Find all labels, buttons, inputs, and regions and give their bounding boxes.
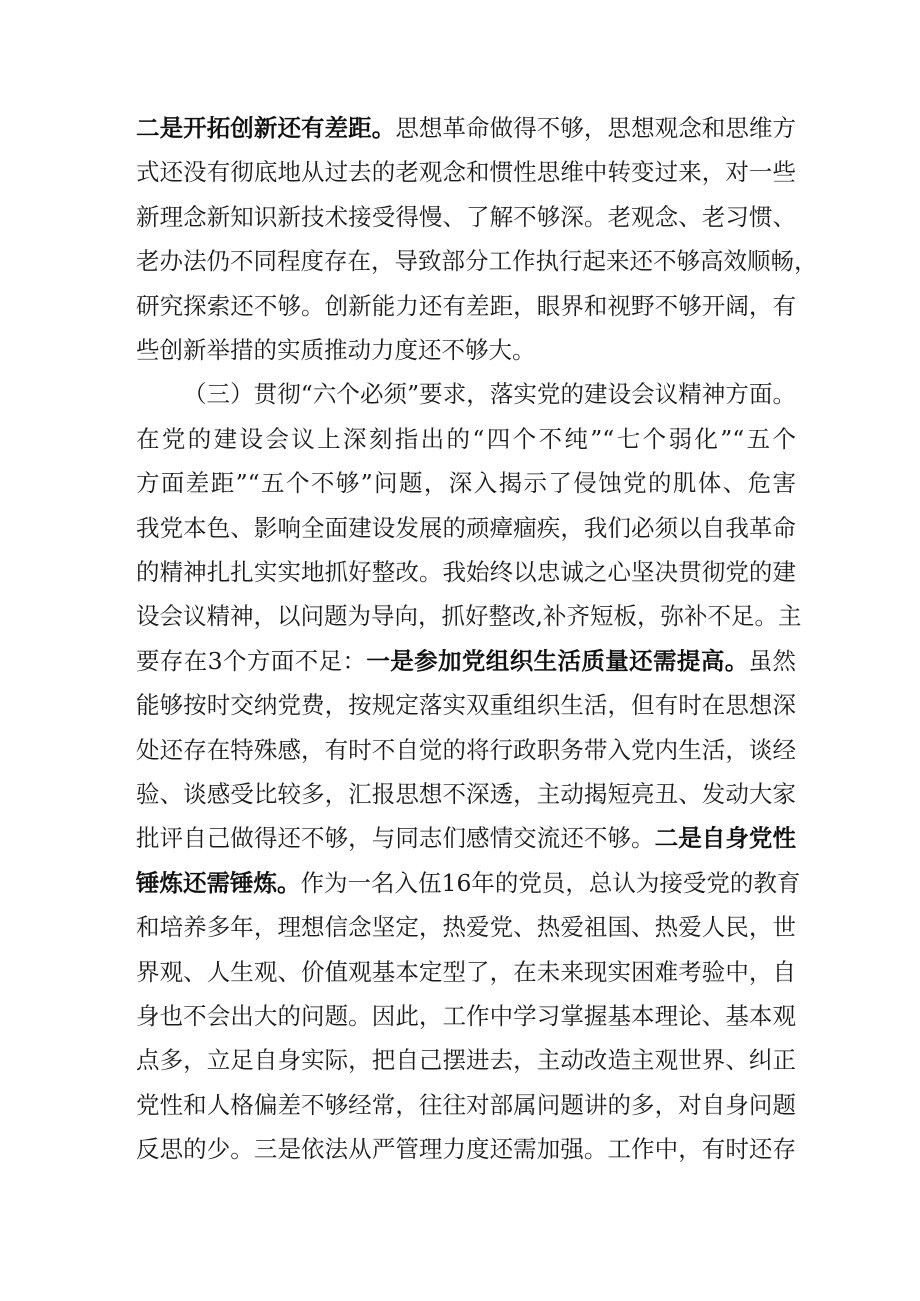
text-segment: （三）贯彻“六个必须”要求，落实党的建设会议精神方面。: [183, 380, 796, 409]
text-line: [136, 506, 796, 550]
text-segment: 新理念新知识新技术接受得慢、了解不够深。老观念、老习惯、: [136, 202, 796, 231]
text-segment: 作为一名入伍16年的党员，总认为接受党的教育: [300, 868, 801, 897]
text-line: [136, 772, 796, 816]
text-line: [136, 683, 796, 727]
text-segment: 老办法仍不同程度存在，导致部分工作执行起来还不够高效顺畅，: [136, 247, 818, 276]
text-segment: 我党本色、影响全面建设发展的顽瘴痼疾，我们必须以自我革命: [136, 513, 796, 542]
text-line: [136, 594, 802, 638]
text-line: [136, 328, 796, 372]
bold-heading-segment: 二是自身党性: [654, 824, 797, 853]
text-segment: 式还没有彻底地从过去的老观念和惯性思维中转变过来，对一些: [136, 158, 796, 187]
text-line: [136, 639, 796, 683]
text-line: [136, 1083, 796, 1127]
text-segment: 方面差距”“五个不够”问题，深入揭示了侵蚀党的肌体、危害: [136, 469, 796, 498]
text-line: [136, 1038, 796, 1082]
text-line: [136, 461, 796, 505]
text-segment: 身也不会出大的问题。因此，工作中学习掌握基本理论、基本观: [136, 1002, 796, 1030]
text-segment: 点多，立足自身实际，把自己摆进去，主动改造主观世界、纠正: [136, 1046, 796, 1075]
text-segment: 要存在3个方面不足：: [136, 646, 367, 675]
text-segment: 研究探索还不够。创新能力还有差距，眼界和视野不够开阔，有: [136, 291, 796, 320]
text-line: [136, 816, 796, 860]
text-line: [136, 106, 796, 150]
text-segment: 界观、人生观、价值观基本定型了，在未来现实困难考验中，自: [136, 957, 796, 986]
text-line: [136, 950, 796, 994]
text-line: [136, 239, 818, 283]
text-line: [136, 728, 796, 772]
text-segment: 党性和人格偏差不够经常，往往对部属问题讲的多，对自身问题: [136, 1090, 796, 1119]
text-segment: 的精神扎扎实实地抓好整改。我始终以忠诚之心坚决贯彻党的建: [136, 558, 796, 586]
bold-heading-segment: 二是开拓创新还有差距。: [136, 114, 396, 142]
text-line: [136, 994, 796, 1038]
text-segment: 反思的少。三是依法从严管理力度还需加强。工作中，有时还存: [136, 1135, 796, 1164]
text-line: [136, 905, 796, 949]
text-segment: 能够按时交纳党费，按规定落实双重组织生活，但有时在思想深: [136, 691, 796, 720]
text-segment: 和培养多年，理想信念坚定，热爱党、热爱祖国、热爱人民，世: [136, 913, 796, 942]
text-line: [136, 550, 796, 594]
text-line: [136, 284, 796, 328]
text-segment: 虽然: [748, 646, 796, 675]
text-segment: 在党的建设会议上深刻指出的“四个不纯”“七个弱化”“五个: [136, 424, 796, 453]
text-line: [136, 1127, 796, 1171]
bold-heading-segment: 一是参加党组织生活质量还需提高。: [366, 646, 749, 675]
text-segment: 处还存在特殊感，有时不自觉的将行政职务带入党内生活，谈经: [136, 735, 796, 764]
text-segment: 批评自己做得还不够，与同志们感情交流还不够。: [136, 824, 655, 853]
text-line: [136, 417, 796, 461]
text-segment: 设会议精神，以问题为导向，抓好整改,补齐短板，弥补不足。主: [136, 602, 802, 631]
text-line: [136, 861, 801, 905]
text-segment: 验、谈感受比较多，汇报思想不深透，主动揭短亮丑、发动大家: [136, 780, 796, 808]
text-segment: 些创新举措的实质推动力度还不够大。: [136, 336, 536, 364]
text-line: [136, 195, 796, 239]
bold-heading-segment: 锤炼还需锤炼。: [136, 868, 301, 897]
text-segment: 思想革命做得不够，思想观念和思维方: [395, 114, 797, 142]
text-line: [136, 150, 796, 194]
text-line: [183, 372, 796, 416]
